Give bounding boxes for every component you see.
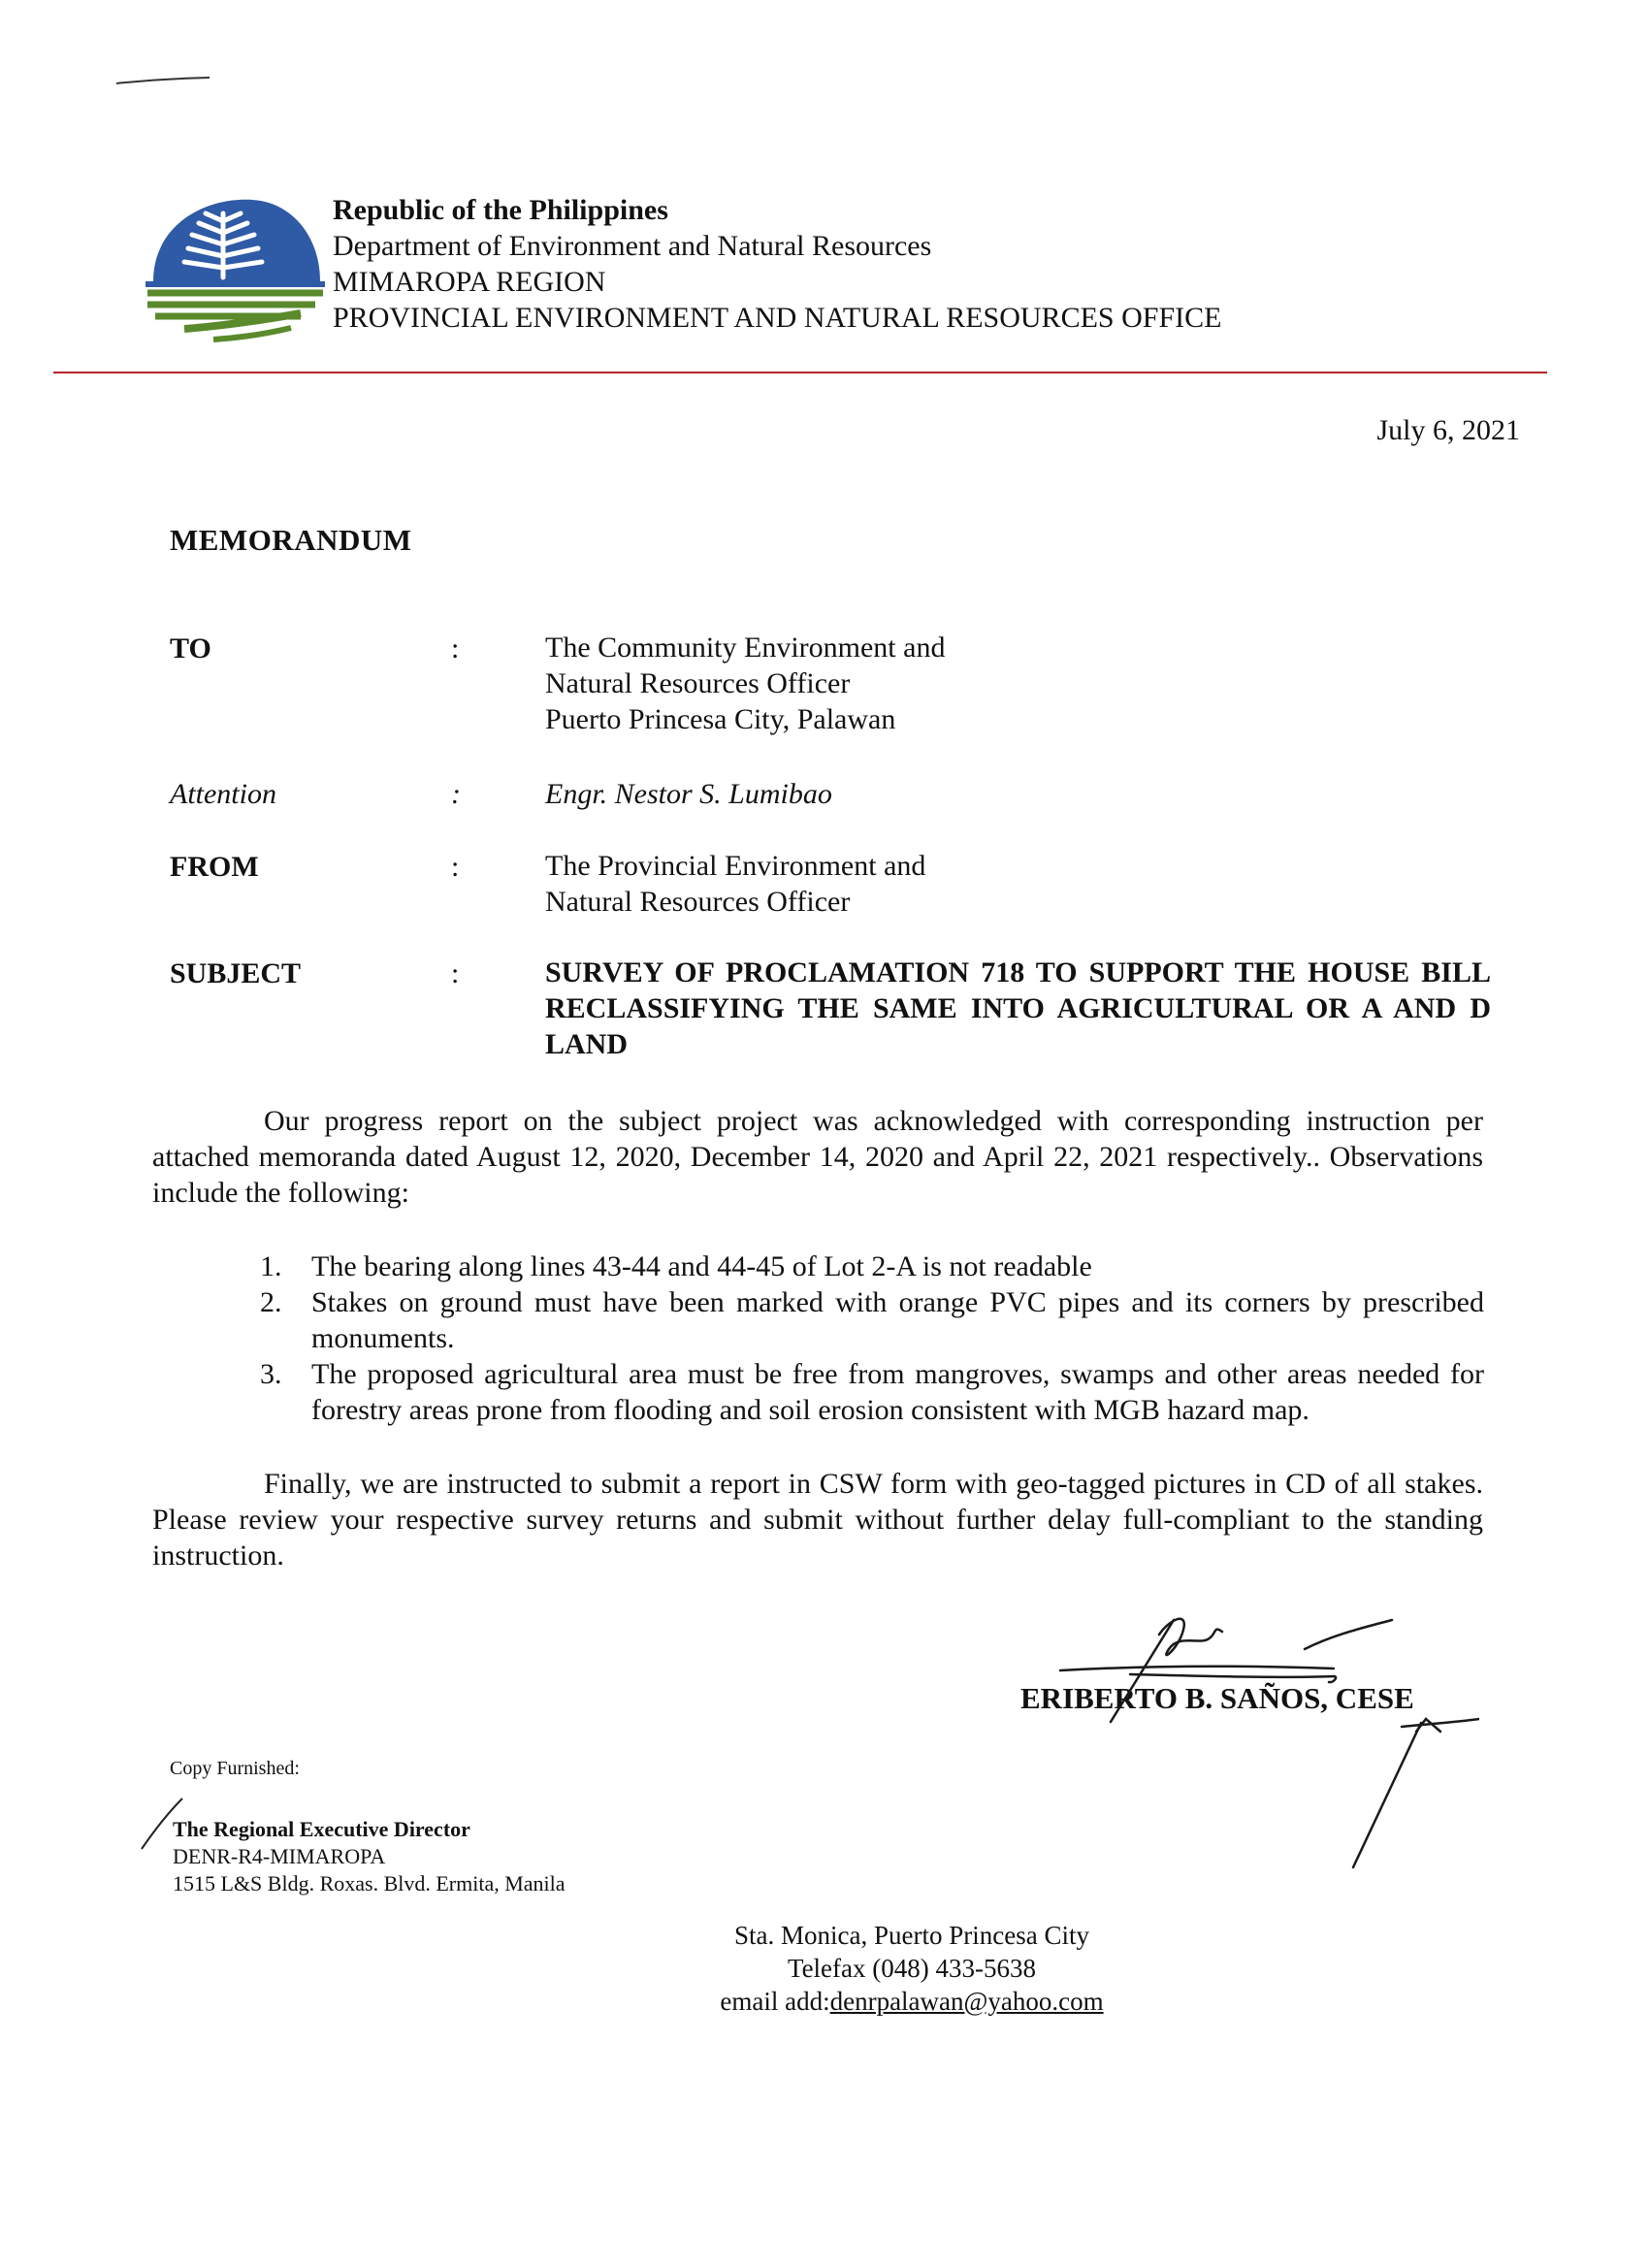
memo-title: MEMORANDUM (170, 523, 412, 557)
list-number: 1. (260, 1250, 282, 1282)
list-text: Stakes on ground must have been marked with orange PVC pipes and its corners by prescribed monuments. (311, 1286, 1484, 1354)
letterhead-office: PROVINCIAL ENVIRONMENT AND NATURAL RESOURCES OFFICE (333, 302, 1222, 334)
to-line: Natural Resources Officer (545, 667, 851, 699)
to-line: The Community Environment and (545, 632, 946, 664)
list-text: The bearing along lines 43-44 and 44-45 of Lot 2-A is not readable (311, 1250, 1092, 1282)
to-colon: : (451, 632, 460, 664)
from-label: FROM (170, 851, 259, 883)
footer-address: Sta. Monica, Puerto Princesa City (734, 1921, 1089, 1950)
to-value (545, 630, 945, 737)
memo-date: July 6, 2021 (1376, 414, 1520, 446)
from-colon: : (451, 851, 460, 883)
copy-furnished-block (173, 1816, 566, 1897)
denr-logo-icon (146, 192, 325, 347)
to-label: TO (170, 632, 211, 664)
to-line: Puerto Princesa City, Palawan (545, 703, 896, 735)
attention-label: Attention (170, 778, 276, 810)
handwritten-signature (1014, 1591, 1479, 1901)
letterhead-region: MIMAROPA REGION (333, 266, 606, 298)
observation-list (260, 1248, 1484, 1428)
list-number: 2. (260, 1286, 282, 1318)
signatory-name: ERIBERTO B. SAÑOS, CESE (1020, 1681, 1414, 1715)
list-item (260, 1284, 1484, 1356)
pen-mark (114, 76, 211, 85)
copy-furnished-recipient: The Regional Executive Director (173, 1817, 470, 1841)
subject-colon: : (451, 957, 460, 989)
from-line: Natural Resources Officer (545, 886, 851, 918)
letterhead-department: Department of Environment and Natural Resources (333, 230, 932, 262)
subject-label: SUBJECT (170, 957, 302, 989)
copy-furnished-label: Copy Furnished: (170, 1758, 300, 1779)
letterhead-republic: Republic of the Philippines (333, 194, 668, 226)
footer-email-link[interactable]: denrpalawan@yahoo.com (829, 1987, 1104, 2016)
letterhead-divider (53, 372, 1547, 373)
letterhead (333, 192, 1221, 336)
copy-furnished-line: DENR-R4-MIMAROPA (173, 1844, 386, 1868)
list-number: 3. (260, 1358, 282, 1390)
list-text: The proposed agricultural area must be free from mangroves, swamps and other areas needed for forestry areas prone from flooding and soil erosion consistent with MGB hazard map. (311, 1358, 1484, 1426)
list-item (260, 1248, 1484, 1284)
from-value (545, 848, 925, 920)
footer-email-prefix: email add: (720, 1987, 830, 2016)
from-line: The Provincial Environment and (545, 850, 926, 882)
attention-value: Engr. Nestor S. Lumibao (545, 778, 832, 810)
footer-email-line (720, 1985, 1103, 2018)
footer-telefax: Telefax (048) 433-5638 (787, 1954, 1036, 1983)
attention-colon: : (451, 778, 461, 810)
list-item (260, 1356, 1484, 1428)
subject-value: SURVEY OF PROCLAMATION 718 TO SUPPORT THE HOUSE BILL RECLASSIFYING THE SAME INTO AGRICULTURAL OR A AND D LAND (545, 956, 1491, 1060)
copy-furnished-line: 1515 L&S Bldg. Roxas. Blvd. Ermita, Manila (173, 1871, 566, 1895)
body-paragraph-2: Finally, we are instructed to submit a report in CSW form with geo-tagged pictures in CD of all stakes. Please review your respective survey returns and submit without further delay full-compliant to the standing instruction. (152, 1468, 1483, 1571)
footer (0, 1919, 1649, 2018)
body-paragraph-1: Our progress report on the subject project was acknowledged with corresponding instruction per attached memoranda dated August 12, 2020, December 14, 2020 and April 22, 2021 respectively.. Observations include the following: (152, 1105, 1483, 1209)
